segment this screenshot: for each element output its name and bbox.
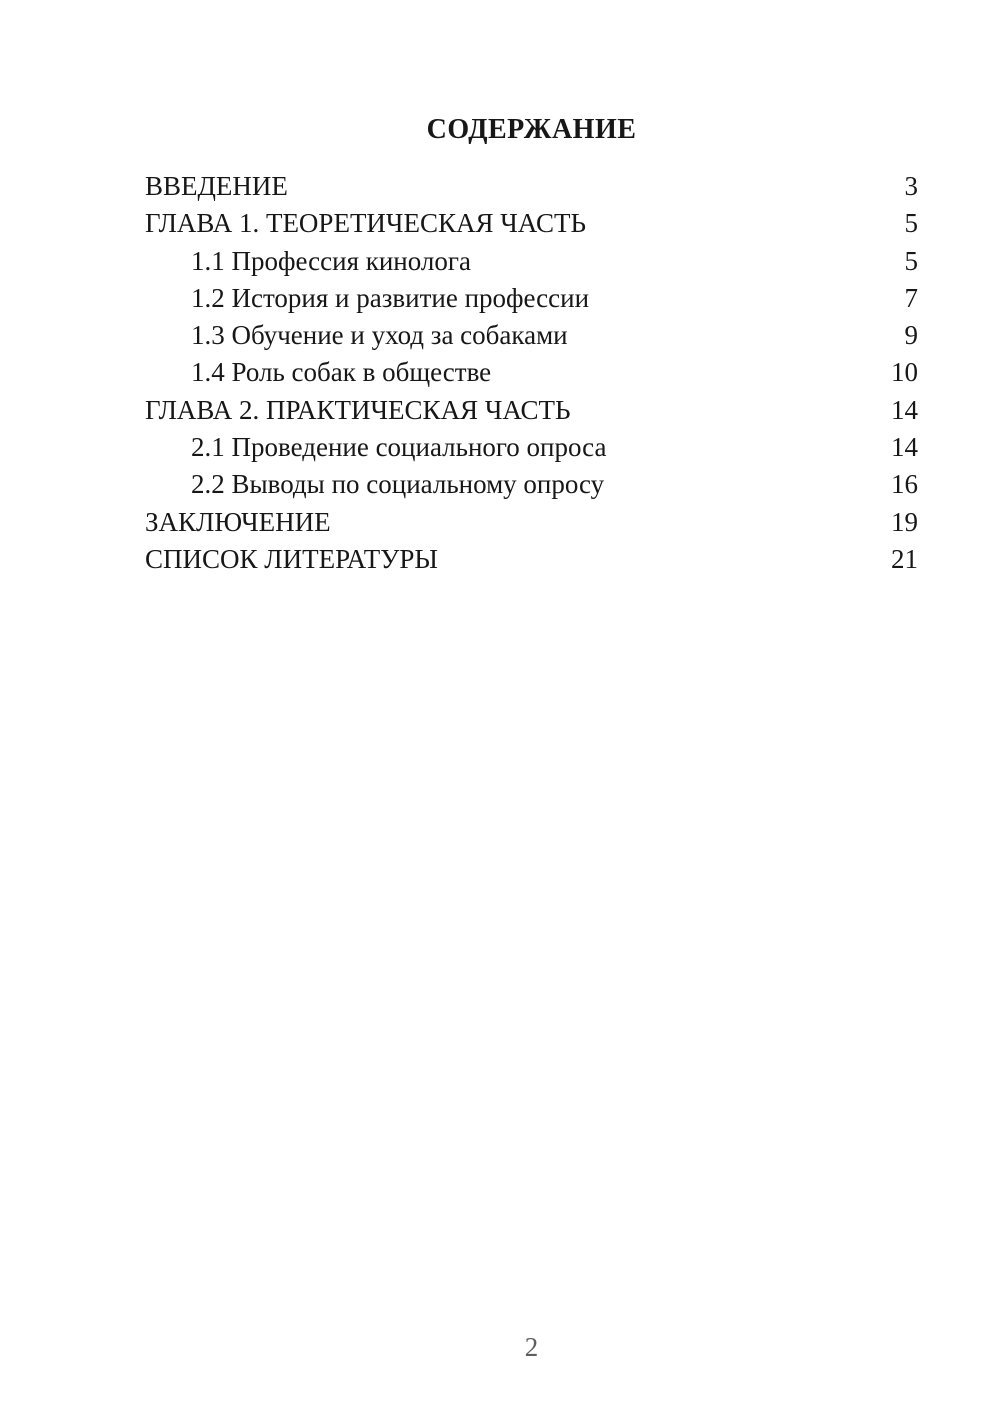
toc-entry-page: 5 xyxy=(904,245,918,276)
toc-entry-label: ГЛАВА 1. ТЕОРЕТИЧЕСКАЯ ЧАСТЬ xyxy=(145,208,586,239)
toc-entry-label: ЗАКЛЮЧЕНИЕ xyxy=(145,506,331,537)
toc-entry-page: 16 xyxy=(891,469,918,500)
toc-entry-page: 10 xyxy=(891,357,918,388)
toc-entry-page: 3 xyxy=(904,171,918,201)
toc-entry-label: ГЛАВА 2. ПРАКТИЧЕСКАЯ ЧАСТЬ xyxy=(145,394,571,425)
toc-entry-label: 1.1 Профессия кинолога xyxy=(191,245,471,276)
toc-entry-label: 2.1 Проведение социального опроса xyxy=(191,432,607,463)
toc-entry-label: ВВЕДЕНИЕ xyxy=(145,171,288,201)
toc-entry-page: 7 xyxy=(904,282,918,313)
toc-entry xyxy=(145,168,918,205)
toc-entry-label: СПИСОК ЛИТЕРАТУРЫ xyxy=(145,543,438,574)
toc-entry-label: 1.2 История и развитие профессии xyxy=(191,282,590,313)
toc-entry-label: 1.3 Обучение и уход за собаками xyxy=(191,320,568,351)
toc-entry xyxy=(145,429,918,466)
toc-entry xyxy=(145,243,918,280)
toc-entry-page: 21 xyxy=(891,543,918,574)
toc-entry-page: 14 xyxy=(891,432,918,463)
toc-entry-page: 9 xyxy=(904,320,918,351)
toc-entry xyxy=(145,541,918,578)
toc-entry-label: 2.2 Выводы по социальному опросу xyxy=(191,469,605,500)
toc-entry xyxy=(145,466,918,503)
toc-entry-page: 5 xyxy=(904,208,918,239)
toc-entry xyxy=(145,354,918,391)
toc-entry xyxy=(145,280,918,317)
toc-entry xyxy=(145,205,918,242)
toc-entry xyxy=(145,504,918,541)
toc-title: СОДЕРЖАНИЕ xyxy=(426,113,637,145)
toc-entry xyxy=(145,392,918,429)
toc-entry-page: 19 xyxy=(891,506,918,537)
toc-entry-page: 14 xyxy=(891,394,918,425)
toc-entry-label: 1.4 Роль собак в обществе xyxy=(191,357,492,388)
toc-list xyxy=(145,168,918,578)
toc-entry xyxy=(145,317,918,354)
page-number: 2 xyxy=(524,1332,539,1362)
